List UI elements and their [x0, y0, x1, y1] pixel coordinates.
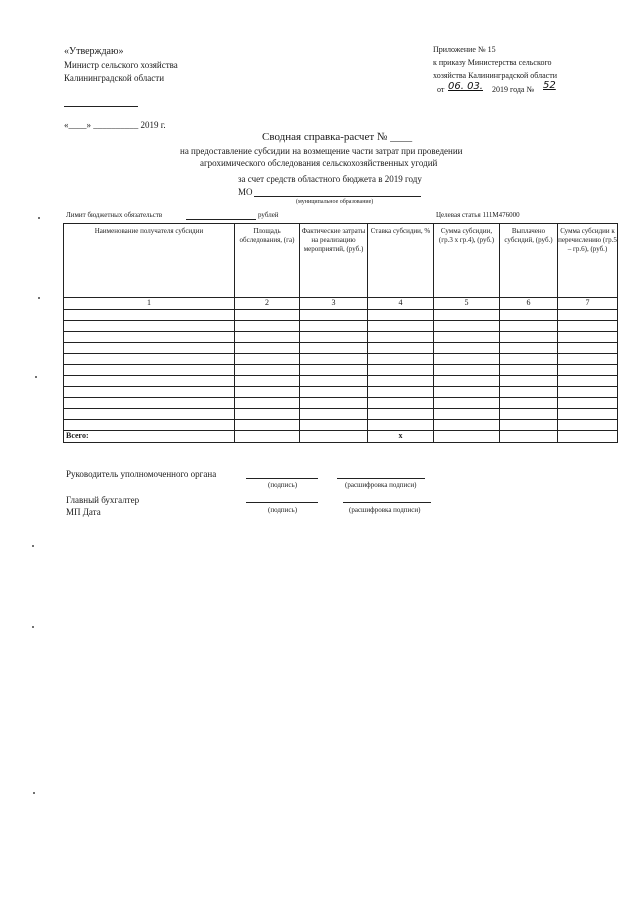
- column-header: Сумма субсидии к перечислению (гр.5 – гр.6), (руб.): [558, 224, 618, 298]
- table-cell[interactable]: [368, 420, 434, 431]
- scan-speck: [38, 217, 40, 219]
- table-cell[interactable]: [368, 398, 434, 409]
- table-cell[interactable]: [368, 332, 434, 343]
- table-cell[interactable]: [368, 409, 434, 420]
- chief-sign-caption: (подпись): [268, 506, 298, 514]
- approval-line-1: Министр сельского хозяйства: [64, 60, 178, 70]
- approval-signature-line: [64, 106, 138, 107]
- table-cell[interactable]: [500, 431, 558, 443]
- document-title: Сводная справка-расчет № ____: [262, 131, 413, 143]
- table-cell[interactable]: [64, 376, 235, 387]
- table-cell[interactable]: [300, 376, 368, 387]
- table-cell[interactable]: [368, 387, 434, 398]
- column-number: 1: [64, 298, 235, 310]
- table-cell[interactable]: [500, 387, 558, 398]
- subsidy-table: [63, 223, 618, 443]
- appendix-date-prefix: от: [437, 85, 445, 94]
- mo-input-line[interactable]: [254, 196, 421, 197]
- table-cell[interactable]: [500, 376, 558, 387]
- table-cell[interactable]: [434, 310, 500, 321]
- table-cell[interactable]: [434, 398, 500, 409]
- table-cell[interactable]: [64, 321, 235, 332]
- table-cell[interactable]: [64, 398, 235, 409]
- table-cell[interactable]: [235, 343, 300, 354]
- table-cell[interactable]: [368, 343, 434, 354]
- appendix-line-2: к приказу Министерства сельского: [433, 58, 552, 67]
- table-row[interactable]: [64, 387, 618, 398]
- budget-line: за счет средств областного бюджета в 2019 году: [238, 174, 422, 184]
- table-cell[interactable]: [300, 431, 368, 443]
- table-cell[interactable]: [500, 365, 558, 376]
- table-row[interactable]: [64, 409, 618, 420]
- total-rate-x: х: [368, 431, 434, 443]
- table-cell[interactable]: [64, 343, 235, 354]
- table-cell[interactable]: [235, 398, 300, 409]
- table-cell[interactable]: [300, 420, 368, 431]
- table-cell[interactable]: [235, 365, 300, 376]
- mp-date-label: МП Дата: [66, 507, 101, 517]
- table-cell[interactable]: [300, 409, 368, 420]
- appendix-year-text: 2019 года №: [492, 85, 535, 94]
- table-row[interactable]: [64, 376, 618, 387]
- table-cell[interactable]: [235, 354, 300, 365]
- approval-line-2: Калининградской области: [64, 73, 165, 83]
- document-subtitle-1: на предоставление субсидии на возмещение части затрат при проведении: [180, 146, 463, 156]
- table-cell[interactable]: [558, 398, 618, 409]
- chief-decode-caption: (расшифровка подписи): [349, 506, 421, 514]
- table-row[interactable]: [64, 420, 618, 431]
- table-cell[interactable]: [64, 387, 235, 398]
- table-cell[interactable]: [500, 354, 558, 365]
- scan-speck: [32, 545, 34, 547]
- table-cell[interactable]: [558, 343, 618, 354]
- head-sign-caption: (подпись): [268, 481, 298, 489]
- column-number: 4: [368, 298, 434, 310]
- table-cell[interactable]: [235, 387, 300, 398]
- head-signature-line[interactable]: [246, 478, 318, 479]
- head-decode-caption: (расшифровка подписи): [345, 481, 417, 489]
- appendix-date-handwritten: 06. 03.: [448, 81, 483, 92]
- table-cell[interactable]: [300, 343, 368, 354]
- column-header: Выплачено субсидий, (руб.): [500, 224, 558, 298]
- table-cell[interactable]: [500, 310, 558, 321]
- table-cell[interactable]: [235, 431, 300, 443]
- scan-speck: [33, 792, 35, 794]
- column-number: 3: [300, 298, 368, 310]
- table-cell[interactable]: [368, 310, 434, 321]
- table-row[interactable]: [64, 354, 618, 365]
- column-number-row: [64, 298, 618, 310]
- chief-accountant-label: Главный бухгалтер: [66, 495, 140, 505]
- table-cell[interactable]: [558, 310, 618, 321]
- table-cell[interactable]: [434, 321, 500, 332]
- table-cell[interactable]: [235, 420, 300, 431]
- table-cell[interactable]: [64, 354, 235, 365]
- table-cell[interactable]: [434, 376, 500, 387]
- table-cell[interactable]: [368, 321, 434, 332]
- column-number: 6: [500, 298, 558, 310]
- table-cell[interactable]: [434, 387, 500, 398]
- table-cell[interactable]: [558, 376, 618, 387]
- approval-date: «____» __________ 2019 г.: [64, 120, 166, 130]
- table-row[interactable]: [64, 398, 618, 409]
- table-cell[interactable]: [64, 409, 235, 420]
- head-decode-line[interactable]: [337, 478, 425, 479]
- table-cell[interactable]: [558, 354, 618, 365]
- table-cell[interactable]: [300, 354, 368, 365]
- mo-label: МО: [238, 187, 253, 197]
- limit-input-line[interactable]: [186, 219, 256, 220]
- table-cell[interactable]: [500, 409, 558, 420]
- column-number: 5: [434, 298, 500, 310]
- appendix-line-1: Приложение № 15: [433, 45, 496, 54]
- table-row[interactable]: [64, 310, 618, 321]
- column-header: Фактические затраты на реализацию мероприятий, (руб.): [300, 224, 368, 298]
- table-cell[interactable]: [434, 343, 500, 354]
- table-cell[interactable]: [558, 431, 618, 443]
- table-row[interactable]: [64, 343, 618, 354]
- table-cell[interactable]: [434, 354, 500, 365]
- table-cell[interactable]: [500, 420, 558, 431]
- table-cell[interactable]: [235, 321, 300, 332]
- table-cell[interactable]: [235, 376, 300, 387]
- table-cell[interactable]: [368, 376, 434, 387]
- scan-speck: [38, 297, 40, 299]
- table-cell[interactable]: [558, 332, 618, 343]
- target-article: Целевая статья 111М476000: [436, 211, 520, 219]
- table-cell[interactable]: [368, 365, 434, 376]
- table-cell[interactable]: [235, 409, 300, 420]
- table-cell[interactable]: [500, 321, 558, 332]
- table-cell[interactable]: [368, 354, 434, 365]
- table-cell[interactable]: [434, 420, 500, 431]
- table-cell[interactable]: [558, 387, 618, 398]
- table-row[interactable]: [64, 332, 618, 343]
- table-cell[interactable]: [300, 321, 368, 332]
- column-header: Площадь обследования, (га): [235, 224, 300, 298]
- column-header: Наименование получателя субсидии: [64, 224, 235, 298]
- table-cell[interactable]: [558, 321, 618, 332]
- table-cell[interactable]: [558, 365, 618, 376]
- mo-caption: (муниципальное образование): [296, 199, 374, 205]
- table-cell[interactable]: [64, 420, 235, 431]
- table-cell[interactable]: [300, 310, 368, 321]
- column-header: Сумма субсидии, (гр.3 х гр.4), (руб.): [434, 224, 500, 298]
- table-row[interactable]: [64, 321, 618, 332]
- table-cell[interactable]: [300, 398, 368, 409]
- column-number: 2: [235, 298, 300, 310]
- scan-speck: [35, 376, 37, 378]
- chief-decode-line[interactable]: [343, 502, 431, 503]
- scan-speck: [32, 626, 34, 628]
- table-cell[interactable]: [434, 365, 500, 376]
- total-row: [64, 431, 618, 443]
- table-cell[interactable]: [434, 409, 500, 420]
- table-cell[interactable]: [500, 332, 558, 343]
- table-cell[interactable]: [300, 365, 368, 376]
- table-cell[interactable]: [64, 365, 235, 376]
- head-label: Руководитель уполномоченного органа: [66, 469, 217, 479]
- chief-signature-line[interactable]: [246, 502, 318, 503]
- column-number: 7: [558, 298, 618, 310]
- table-header-row: [64, 224, 618, 298]
- limit-unit: рублей: [258, 211, 279, 219]
- table-cell[interactable]: [558, 409, 618, 420]
- table-cell[interactable]: [300, 332, 368, 343]
- table-cell[interactable]: [500, 398, 558, 409]
- table-cell[interactable]: [500, 343, 558, 354]
- table-cell[interactable]: [300, 387, 368, 398]
- table-cell[interactable]: [434, 332, 500, 343]
- table-row[interactable]: [64, 365, 618, 376]
- approval-title: «Утверждаю»: [64, 46, 124, 57]
- total-label: Всего:: [64, 431, 235, 443]
- appendix-number-handwritten: 52: [543, 80, 556, 91]
- table-cell[interactable]: [235, 310, 300, 321]
- appendix-line-3: хозяйства Калининградской области: [433, 71, 558, 80]
- table-cell[interactable]: [235, 332, 300, 343]
- table-cell[interactable]: [558, 420, 618, 431]
- column-header: Ставка субсидии, %: [368, 224, 434, 298]
- document-subtitle-2: агрохимического обследования сельскохозяйственных угодий: [200, 158, 438, 168]
- table-cell[interactable]: [64, 332, 235, 343]
- table-cell[interactable]: [64, 310, 235, 321]
- table-cell[interactable]: [434, 431, 500, 443]
- limit-label: Лимит бюджетных обязательств: [66, 211, 163, 219]
